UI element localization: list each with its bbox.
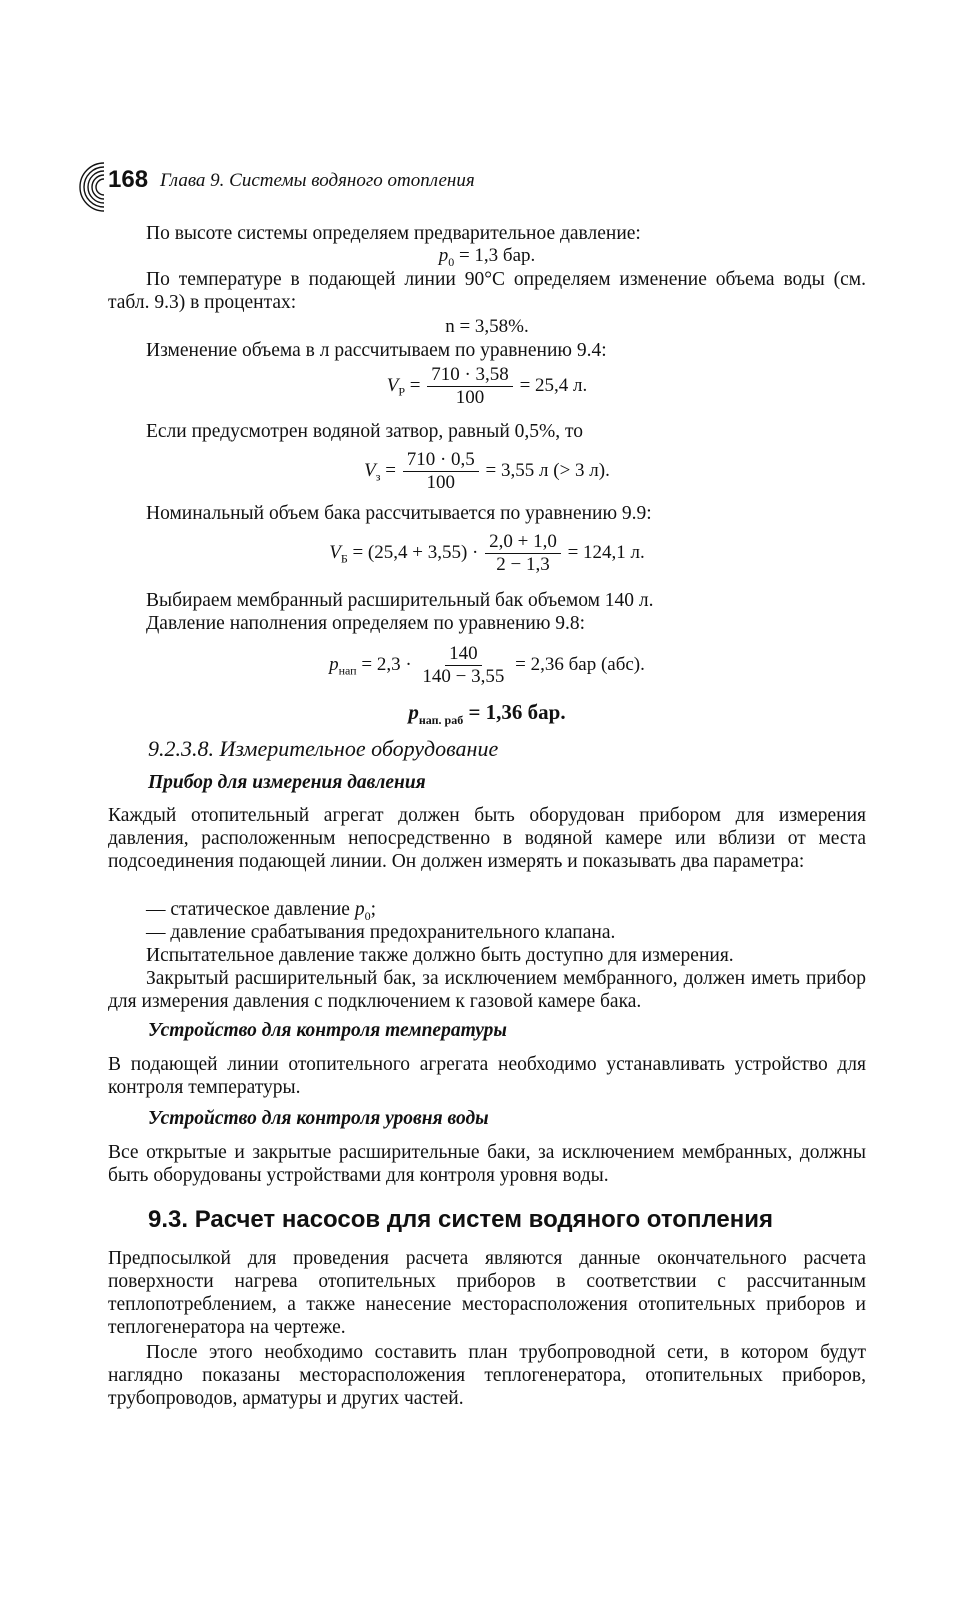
subsection-heading: Устройство для контроля температуры — [148, 1020, 507, 1041]
paragraph: По температуре в подающей линии 90°С определяем изменение объема воды (см. табл. 9.3) в процентах: — [108, 269, 866, 313]
paragraph: По высоте системы определяем предварительное давление: — [146, 223, 641, 244]
subsection-heading: Прибор для измерения давления — [148, 772, 426, 793]
paragraph: Каждый отопительный агрегат должен быть оборудован прибором для измерения давления, расположенным непосредственно в водяной камере или вблизи от места подсоединения подающей линии. Он должен измерять и показывать два параметра: — [108, 805, 866, 872]
paragraph: Если предусмотрен водяной затвор, равный 0,5%, то — [146, 421, 584, 442]
formula-pnap: $p_{нап} = 2,3$ · $\frac{140}{140 - 3,55}$ = 2,36 бар (абс). — [329, 643, 645, 687]
paragraph: Номинальный объем бака рассчитывается по уравнению 9.9: — [146, 503, 652, 524]
section-heading: 9.2.3.8. Измерительное оборудование — [148, 736, 499, 761]
chapter-section-heading: 9.3. Расчет насосов для систем водяного отопления — [148, 1206, 773, 1233]
paragraph: Выбираем мембранный расширительный бак объемом 140 л. — [146, 590, 654, 611]
formula-vz: $V_з$ = $\frac{710 \cdot 0,5}{100}$ = 3,55 л (> 3 л). — [364, 449, 610, 493]
paragraph: Все открытые и закрытые расширительные баки, за исключением мембранных, должны быть оборудованы устройствами для контроля уровня воды. — [108, 1142, 866, 1186]
paragraph: В подающей линии отопительного агрегата необходимо устанавливать устройство для контроля температуры. — [108, 1054, 866, 1098]
formula-vp: $V_P$ = $\frac{710 \cdot 3,58}{100}$ = 25,4 л. — [386, 364, 588, 408]
paragraph: Испытательное давление также должно быть доступно для измерения. — [146, 945, 734, 966]
list-item: — давление срабатывания предохранительного клапана. — [146, 922, 616, 943]
paragraph: Изменение объема в л рассчитываем по уравнению 9.4: — [146, 340, 607, 361]
formula-n: n = 3,58%. — [445, 316, 529, 337]
paragraph: Давление наполнения определяем по уравнению 9.8: — [146, 613, 586, 634]
paragraph: Закрытый расширительный бак, за исключением мембранного, должен иметь прибор для измерения давления с подключением к газовой камере бака. — [108, 968, 866, 1012]
formula-vb: $V_Б = (25,4 + 3,55)$ · $\frac{2,0 + 1,0}{2 - 1,3}$ = 124,1 л. — [329, 531, 645, 575]
running-header: Глава 9. Системы водяного отопления — [160, 170, 475, 191]
paragraph: Предпосылкой для проведения расчета являются данные окончательного расчета поверхности нагрева отопительных приборов в соответствии с рассчитанным теплопотреблением, а также нанесение месторасположения отопительных приборов и теплогенератора на чертеже. — [108, 1248, 866, 1338]
paragraph: После этого необходимо составить план трубопроводной сети, в котором будут наглядно показаны месторасположения теплогенератора, отопительных приборов, трубопроводов, арматуры и других частей. — [108, 1342, 866, 1409]
subsection-heading: Устройство для контроля уровня воды — [148, 1108, 489, 1129]
page-number: 168 — [108, 166, 149, 193]
formula-pnap-rab: $p_{нап. раб} = 1,36$ бар. — [408, 700, 566, 728]
formula-p0: $p_0 = 1,3$ бар. — [438, 245, 536, 269]
list-item: — статическое давление $p_0$; — [146, 899, 376, 923]
